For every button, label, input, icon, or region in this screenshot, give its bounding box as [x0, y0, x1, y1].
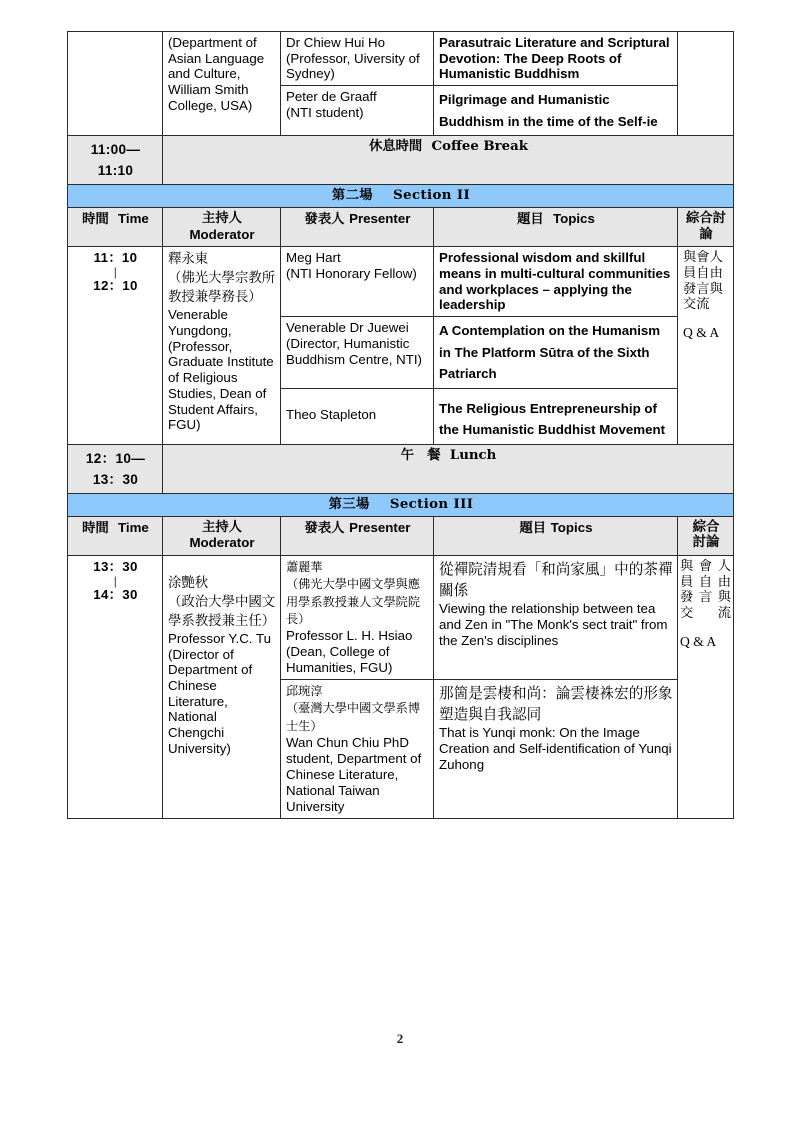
topic-zh: 那箇是雲棲和尚：論雲棲袾宏的形象塑造與自我認同	[439, 685, 673, 724]
presenter-name: Meg Hart	[286, 250, 341, 266]
time-cell-continued	[68, 32, 163, 136]
coffee-break-time	[68, 136, 163, 185]
presenter-name: Theo Stapleton	[286, 406, 377, 422]
header-moderator	[163, 207, 281, 246]
presenter-en: Wan Chun Chiu PhD student, Department of Chinese Literature, National Taiwan University	[286, 735, 422, 814]
header-time	[68, 516, 163, 555]
header-time	[68, 207, 163, 246]
presenter-en: Professor L. H. Hsiao (Dean, College of Humanities, FGU)	[286, 628, 413, 676]
presenter-zh-affiliation: （臺灣大學中國文學系博士生）	[286, 701, 421, 733]
coffee-break-row	[68, 136, 734, 185]
lunch-time-dash: —	[131, 450, 146, 466]
moderator-en: Venerable Yungdong, (Professor, Graduate Institute of Religious Studies, Dean of Student Affairs, FGU)	[168, 307, 274, 433]
moderator-zh-name: 涂艷秋	[168, 575, 209, 591]
topic-zh: 從禪院清規看「和尚家風」中的茶禪關係	[439, 560, 673, 600]
moderator-zh-name: 釋永東	[168, 252, 209, 268]
header-discussion	[678, 207, 734, 246]
presenter-affiliation: (Director, Humanistic Buddhism Centre, NTI)	[286, 336, 422, 367]
coffee-break-time-start: 11:00	[90, 142, 127, 158]
lunch-time-start: 12：10	[85, 450, 132, 466]
presenter-cell	[281, 32, 434, 86]
discussion-qa: Q & A	[683, 325, 720, 341]
moderator-zh-affiliation: （佛光大學宗教所教授兼學務長）	[168, 271, 276, 306]
section-three-title-en: Section III	[389, 496, 474, 512]
lunch-label	[163, 444, 734, 493]
moderator-zh-affiliation: （政治大學中國文學系教授兼主任）	[168, 594, 276, 629]
header-topics-zh: 題目	[519, 520, 547, 536]
presenter-affiliation: (Professor, Uiversity of Sydney)	[286, 50, 420, 82]
coffee-break-label	[163, 136, 734, 185]
header-presenter	[281, 207, 434, 246]
header-topics-en: Topics	[552, 210, 595, 226]
section-three-banner	[68, 493, 734, 516]
header-topics-zh: 題目	[517, 211, 544, 227]
header-presenter-zh: 發表人	[304, 211, 345, 227]
discussion-qa: Q & A	[680, 633, 717, 649]
header-moderator	[163, 516, 281, 555]
topic-cell	[434, 555, 678, 679]
header-discussion	[678, 516, 734, 555]
topic-cell: Professional wisdom and skillful means in multi-cultural communities and workplaces – applying the leadership	[434, 247, 678, 317]
lunch-time	[68, 444, 163, 493]
presenter-zh-name: 蕭麗華	[286, 559, 323, 574]
section-two-time-end: 12：10	[93, 278, 138, 293]
discussion-zh: 與會人員自由發言與交流	[683, 250, 723, 313]
lunch-time-end: 13：30	[92, 471, 139, 487]
presenter-name: Dr Chiew Hui Ho	[286, 35, 386, 50]
topic-cell: Pilgrimage and Humanistic Buddhism in the time of the Self-ie	[434, 86, 678, 136]
moderator-cell-continued: (Department of Asian Language and Culture, William Smith College, USA)	[163, 32, 281, 136]
section-two-moderator	[163, 247, 281, 444]
header-discussion-zh-line2: 討論	[692, 534, 720, 551]
presenter-zh-affiliation: （佛光大學中國文學與應用學系教授兼人文學院院長）	[286, 577, 421, 626]
presenter-cell	[281, 555, 434, 679]
header-time-en: Time	[118, 210, 149, 226]
discussion-cell-continued	[678, 32, 734, 136]
section-two-time-sep: |	[113, 265, 118, 279]
presenter-name: Venerable Dr Juewei	[286, 320, 409, 336]
discussion-zh: 與會人員自由發言與交流	[680, 558, 731, 621]
header-presenter-zh: 發表人	[304, 520, 345, 536]
section-two-title-zh: 第二場	[331, 188, 373, 204]
presenter-cell	[281, 86, 434, 136]
header-moderator-zh: 主持人	[202, 519, 242, 535]
presenter-affiliation: (NTI student)	[286, 104, 364, 120]
topic-cell: A Contemplation on the Humanism in The Platform Sūtra of the Sixth Patriarch	[434, 317, 678, 389]
header-discussion-zh: 綜合討論	[686, 210, 726, 242]
topic-en: Viewing the relationship between tea and Zen in "The Monk's sect trait" from the Zen's disciplines	[439, 601, 668, 648]
conference-schedule-table	[67, 31, 734, 819]
section-two-header-row	[68, 207, 734, 246]
header-time-zh: 時間	[82, 211, 109, 227]
section-three-banner-cell	[68, 493, 734, 516]
table-row	[68, 32, 734, 86]
table-row	[68, 247, 734, 317]
section-three-time-end: 14：30	[93, 586, 138, 602]
header-time-en: Time	[118, 519, 149, 535]
moderator-en: Professor Y.C. Tu (Director of Department of Chinese Literature, National Chengchi University)	[168, 631, 271, 756]
section-two-discussion	[678, 247, 734, 444]
header-topics-en: Topics	[550, 519, 593, 535]
topic-cell: Parasutraic Literature and Scriptural Devotion: The Deep Roots of Humanistic Buddhism	[434, 32, 678, 86]
coffee-break-time-end: 11:10	[97, 163, 134, 179]
coffee-break-label-en: Coffee Break	[431, 139, 528, 155]
table-row	[68, 555, 734, 679]
section-two-time	[68, 247, 163, 444]
lunch-label-zh: 午 餐	[400, 447, 441, 463]
header-presenter	[281, 516, 434, 555]
section-three-time	[68, 555, 163, 818]
presenter-cell	[281, 388, 434, 444]
section-three-title-zh: 第三場	[328, 496, 370, 512]
section-three-time-sep: |	[113, 573, 118, 588]
header-presenter-en: Presenter	[349, 210, 411, 226]
section-three-time-start: 13：30	[93, 558, 138, 574]
header-topics	[434, 207, 678, 246]
section-two-title-en: Section II	[393, 188, 471, 204]
presenter-name: Peter de Graaff	[286, 89, 377, 105]
presenter-cell	[281, 680, 434, 819]
section-two-time-start: 11：10	[93, 250, 138, 266]
topic-cell	[434, 680, 678, 819]
header-moderator-en: Moderator	[189, 226, 255, 242]
header-discussion-zh-line1: 綜合	[692, 518, 720, 535]
presenter-cell	[281, 247, 434, 317]
header-topics	[434, 516, 678, 555]
coffee-break-label-zh: 休息時間	[369, 139, 423, 155]
header-presenter-en: Presenter	[349, 519, 411, 535]
presenter-zh-name: 邱琬淳	[286, 684, 323, 699]
page-number: 2	[396, 1031, 404, 1046]
coffee-break-time-dash: —	[126, 142, 141, 158]
header-time-zh: 時間	[82, 520, 109, 536]
lunch-row	[68, 444, 734, 493]
section-three-moderator	[163, 555, 281, 818]
lunch-label-en: Lunch	[449, 447, 497, 463]
section-two-banner-cell	[68, 185, 734, 208]
section-three-discussion	[678, 555, 734, 818]
topic-en: That is Yunqi monk: On the Image Creation and Self-identification of Yunqi Zuhong	[439, 725, 672, 772]
presenter-affiliation: (NTI Honorary Fellow)	[286, 266, 417, 281]
presenter-cell	[281, 317, 434, 389]
header-moderator-en: Moderator	[189, 535, 255, 551]
section-three-header-row	[68, 516, 734, 555]
header-moderator-zh: 主持人	[202, 210, 242, 226]
section-two-banner	[68, 185, 734, 208]
topic-cell: The Religious Entrepreneurship of the Humanistic Buddhist Movement	[434, 388, 678, 444]
